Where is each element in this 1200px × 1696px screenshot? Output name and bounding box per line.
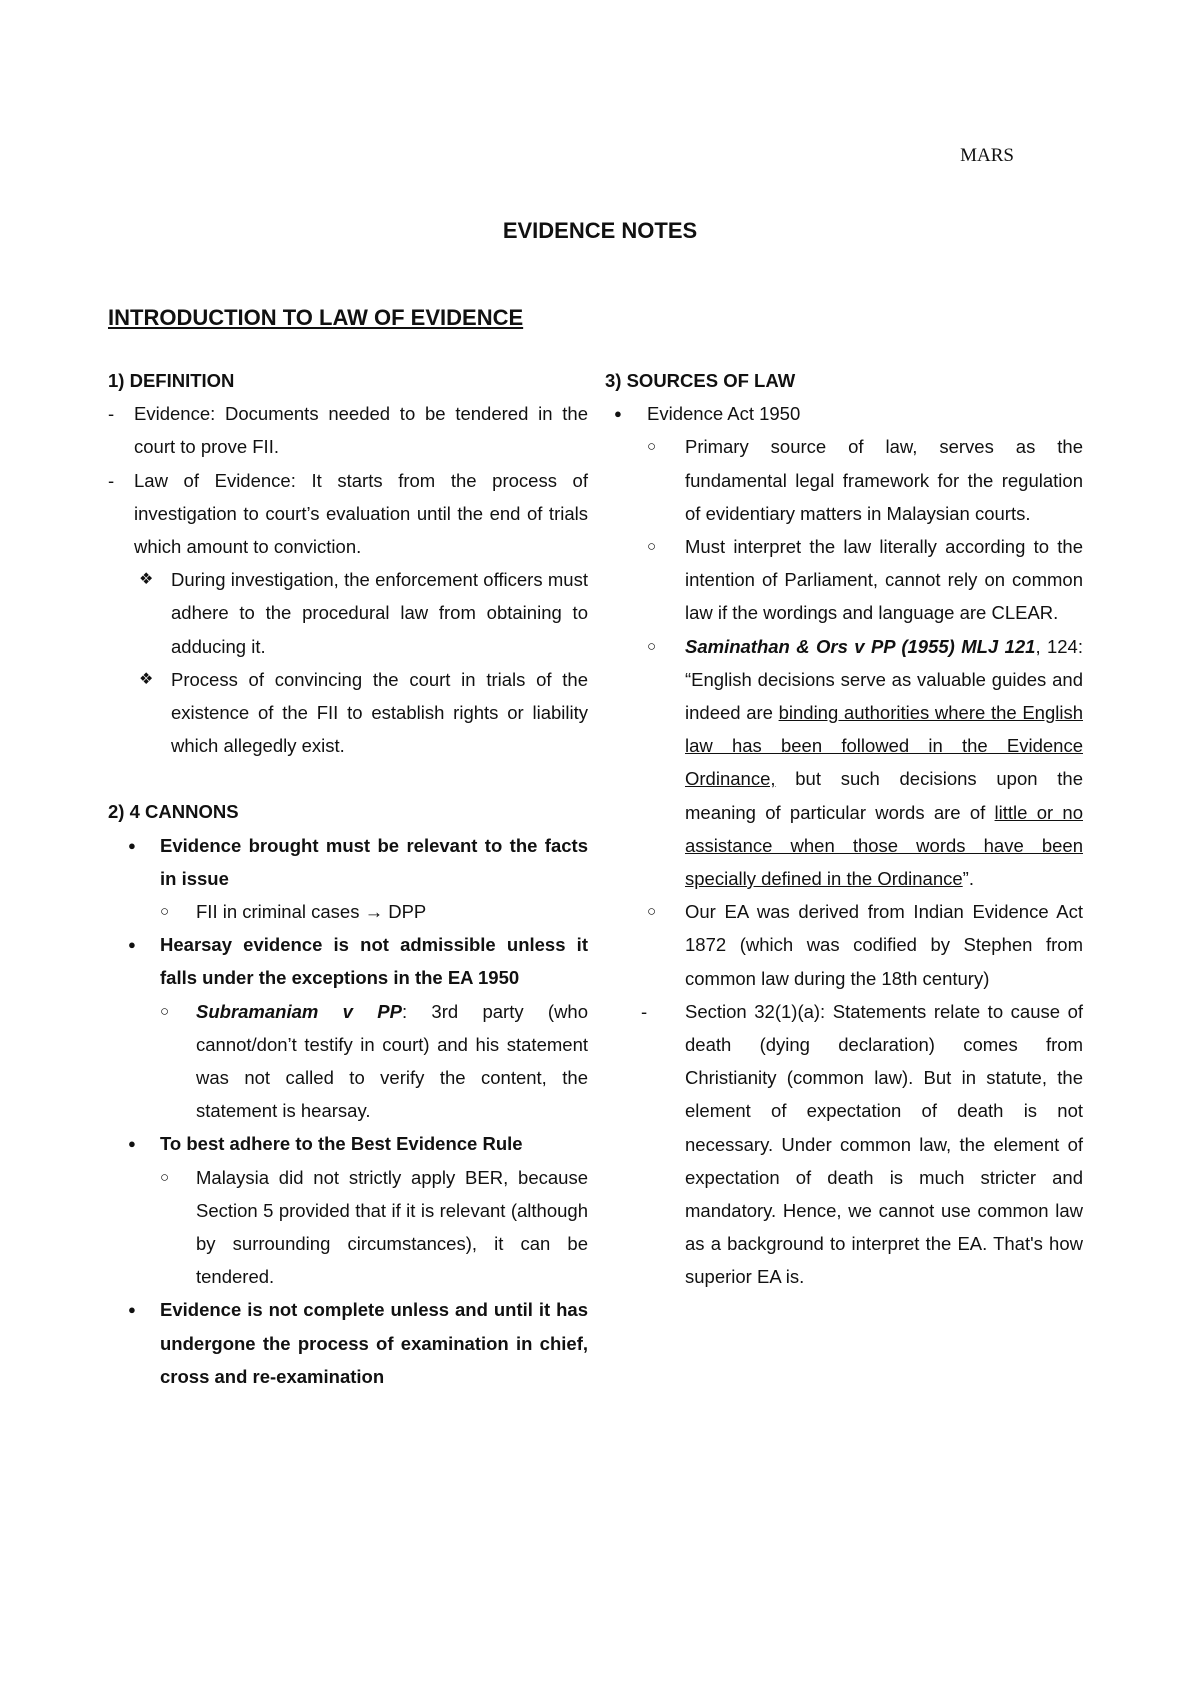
bullet-icon: ● bbox=[614, 406, 622, 422]
underlined-quote: binding authorities where the English law has been followed in the Evidence Ordinance, bbox=[685, 702, 1083, 790]
list-item: - Evidence: Documents needed to be tendered in the court to prove FII. bbox=[108, 397, 588, 463]
sources-heading: 3) SOURCES OF LAW bbox=[605, 370, 796, 391]
bullet-icon: ● bbox=[128, 837, 136, 853]
underlined-quote: little or no assistance when those words have been specially defined in the Ordinance bbox=[685, 801, 1083, 890]
right-column bbox=[605, 364, 1083, 1294]
circle-bullet-icon: ○ bbox=[160, 1168, 170, 1186]
list-item: ○ Subramaniam v PP: 3rd party (who cannot/don’t testify in court) and his statement was not called to verify the content, the statement is hearsay. bbox=[108, 995, 588, 1128]
dash-marker: - bbox=[108, 469, 115, 491]
list-item: ❖ During investigation, the enforcement officers must adhere to the procedural law from obtaining to adducing it. bbox=[108, 563, 588, 663]
list-item: ● Evidence is not complete unless and until it has undergone the process of examination in chief, cross and re-examination bbox=[108, 1293, 588, 1393]
list-item: ❖ Process of convincing the court in trials of the existence of the FII to establish rights or liability which allegedly exist. bbox=[108, 663, 588, 763]
list-item: - Law of Evidence: It starts from the process of investigation to court’s evaluation until the end of trials which amount to conviction. bbox=[108, 464, 588, 564]
document-title: EVIDENCE NOTES bbox=[502, 218, 698, 243]
diamond-bullet-icon: ❖ bbox=[139, 571, 154, 589]
header-mark: MARS bbox=[960, 145, 1014, 166]
circle-bullet-icon: ○ bbox=[647, 903, 657, 921]
list-item: ○ FII in criminal cases → DPP bbox=[108, 895, 588, 928]
circle-bullet-icon: ○ bbox=[647, 438, 657, 456]
left-column bbox=[108, 364, 588, 1393]
dash-marker: - bbox=[108, 403, 115, 425]
bullet-icon: ● bbox=[128, 1302, 136, 1318]
list-item: ● Evidence brought must be relevant to the facts in issue bbox=[108, 829, 588, 895]
dash-marker: - bbox=[641, 1000, 648, 1022]
list-item: - Section 32(1)(a): Statements relate to cause of death (dying declaration) comes from Christianity (common law). But in statute, the element of expectation of death is not necessary. Under common law, the element of expectation of death is much stricter and mandatory. Hence, we cannot use common law as a background to interpret the EA. That's how superior EA is. bbox=[605, 995, 1083, 1294]
circle-bullet-icon: ○ bbox=[160, 1002, 170, 1020]
list-item: ● To best adhere to the Best Evidence Rule bbox=[108, 1127, 588, 1160]
section-title: INTRODUCTION TO LAW OF EVIDENCE bbox=[108, 305, 524, 330]
cannons-heading: 2) 4 CANNONS bbox=[108, 801, 239, 823]
circle-bullet-icon: ○ bbox=[160, 903, 170, 921]
diamond-bullet-icon: ❖ bbox=[139, 670, 154, 688]
list-item: ● Evidence Act 1950 bbox=[605, 397, 1083, 430]
definition-heading: 1) DEFINITION bbox=[108, 370, 235, 391]
list-item: ○ Malaysia did not strictly apply BER, because Section 5 provided that if it is relevant (although by surrounding circumstances), it can be tendered. bbox=[108, 1161, 588, 1294]
list-item: ○ Our EA was derived from Indian Evidence Act 1872 (which was codified by Stephen from common law during the 18th century) bbox=[605, 895, 1083, 995]
circle-bullet-icon: ○ bbox=[647, 538, 657, 556]
bullet-icon: ● bbox=[128, 1136, 136, 1152]
circle-bullet-icon: ○ bbox=[647, 637, 657, 655]
bullet-icon: ● bbox=[128, 937, 136, 953]
list-item: ○ Primary source of law, serves as the fundamental legal framework for the regulation of evidentiary matters in Malaysian courts. bbox=[605, 430, 1083, 530]
case-name: Subramaniam v PP bbox=[196, 1000, 402, 1022]
list-item: ○ Must interpret the law literally according to the intention of Parliament, cannot rely on common law if the wordings and language are CLEAR. bbox=[605, 530, 1083, 630]
list-item: ● Hearsay evidence is not admissible unless it falls under the exceptions in the EA 1950 bbox=[108, 928, 588, 994]
case-name: Saminathan & Ors v PP (1955) MLJ 121 bbox=[685, 635, 1036, 657]
list-item: ○ Saminathan & Ors v PP (1955) MLJ 121, 124: “English decisions serve as valuable guides and indeed are binding authorities where the English law has been followed in the Evidence Ordinance, but such decisions upon the meaning of particular words are of little or no assistance when those words have been specially defined in the Ordinance”. bbox=[605, 630, 1083, 896]
